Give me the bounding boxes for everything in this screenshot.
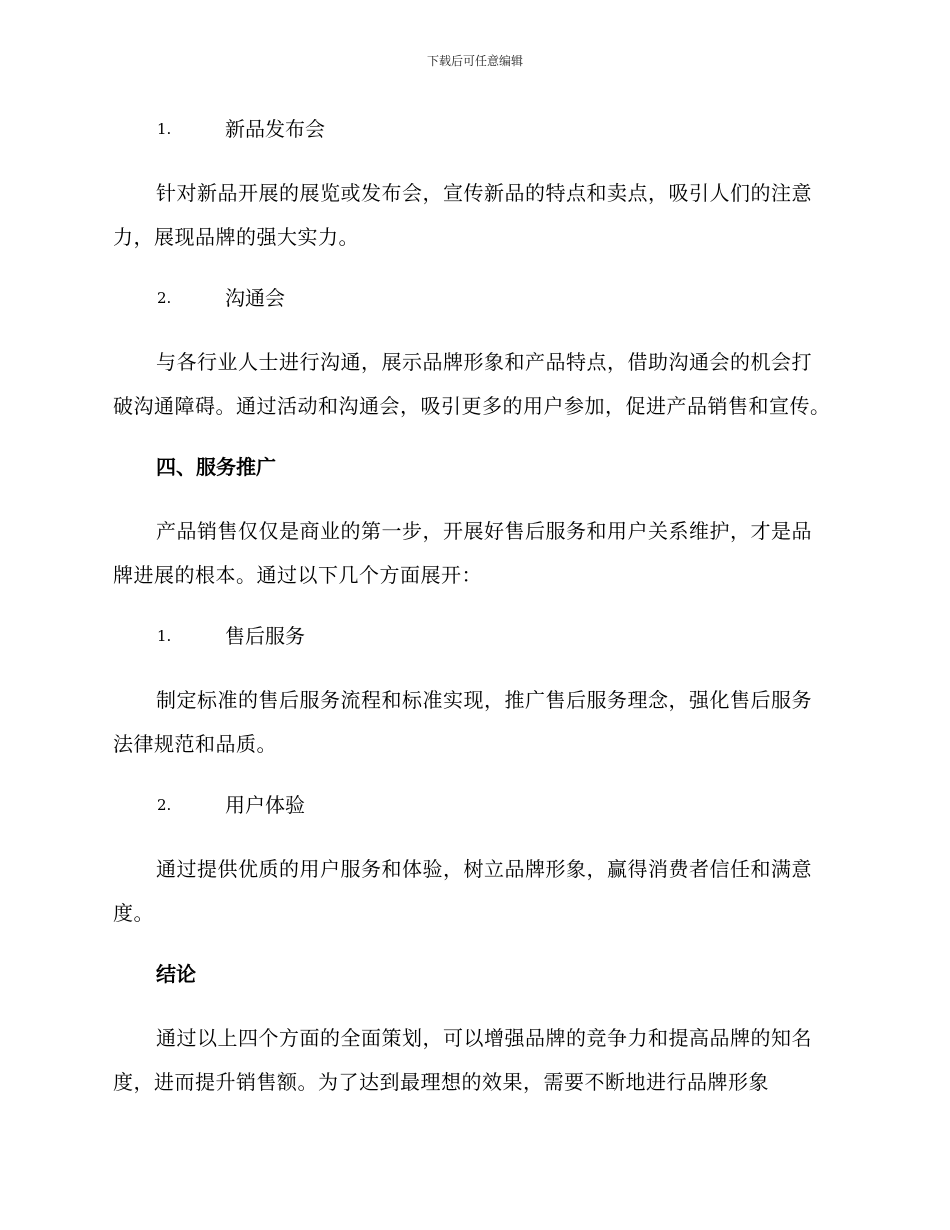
list-item-heading-communication (113, 281, 831, 315)
paragraph-after-sales: 制定标准的售后服务流程和标准实现，推广售后服务理念，强化售后服务法律规范和品质。 (113, 688, 812, 756)
section-heading-conclusion: 结论 (156, 962, 196, 986)
paragraph-conclusion: 通过以上四个方面的全面策划，可以增强品牌的竞争力和提高品牌的知名度，进而提升销售额。为了达到最理想的效果，需要不断地进行品牌形象 (113, 1026, 812, 1094)
list-number: 1. (157, 120, 172, 138)
list-item-heading-product-launch (113, 112, 831, 146)
paragraph-product-launch: 针对新品开展的展览或发布会，宣传新品的特点和卖点，吸引人们的注意力，展现品牌的强大实力。 (113, 181, 812, 249)
list-number: 1. (157, 627, 172, 645)
paragraph-communication: 与各行业人士进行沟通，展示品牌形象和产品特点，借助沟通会的机会打破沟通障碍。通过活动和沟通会，吸引更多的用户参加，促进产品销售和宣传。 (113, 350, 831, 418)
paragraph-user-experience: 通过提供优质的用户服务和体验，树立品牌形象，赢得消费者信任和满意度。 (113, 857, 812, 925)
list-item-heading-after-sales (113, 619, 831, 653)
paragraph-service-intro: 产品销售仅仅是商业的第一步，开展好售后服务和用户关系维护，才是品牌进展的根本。通过以下几个方面展开： (113, 519, 812, 587)
page-header: 下载后可任意编辑 (426, 54, 523, 68)
list-item-title: 沟通会 (225, 286, 285, 310)
list-item-title: 用户体验 (225, 793, 305, 817)
section-heading-service-promotion: 四、服务推广 (156, 455, 276, 479)
list-number: 2. (157, 289, 172, 307)
list-item-title: 新品发布会 (225, 117, 325, 141)
list-item-heading-user-experience (113, 788, 831, 822)
list-number: 2. (157, 796, 172, 814)
document-body (113, 112, 831, 1126)
list-item-title: 售后服务 (225, 624, 305, 648)
